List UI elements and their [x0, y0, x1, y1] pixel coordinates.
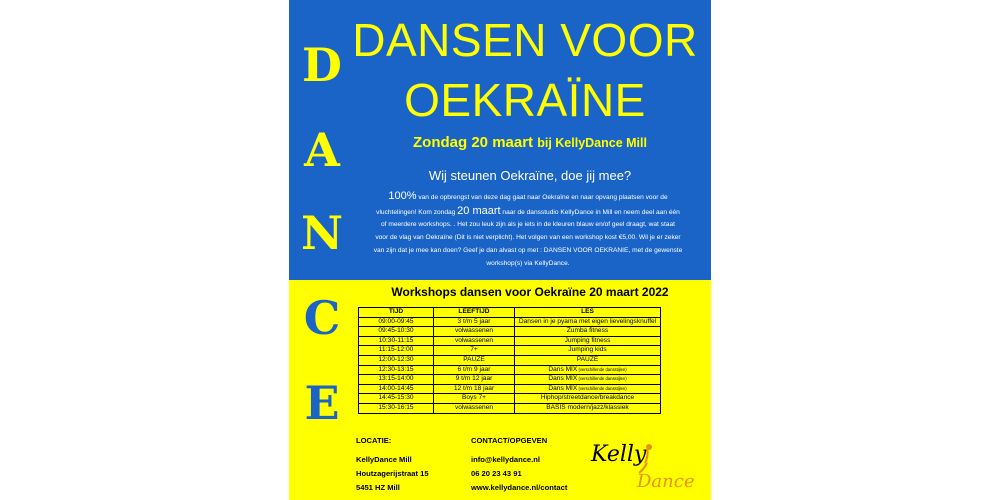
class-name: Hiphop/streetdance/breakdance — [540, 394, 635, 402]
cell-age: PAUZE — [434, 355, 515, 365]
contact-email: info@kellydance.nl — [471, 455, 541, 464]
table-row — [359, 317, 661, 327]
table-row — [359, 336, 661, 346]
dance-letter-c: C — [303, 291, 341, 345]
class-name: Jumping fitness — [564, 336, 611, 344]
cell-time: 09:45-10:30 — [359, 327, 434, 337]
logo-word-dance: Dance — [637, 471, 695, 492]
cell-class — [515, 394, 661, 404]
cell-age: 9 t/m 12 jaar — [434, 375, 515, 385]
date-highlight: 20 maart — [457, 204, 501, 217]
cell-age: Boys 7+ — [434, 394, 515, 404]
cell-class — [515, 375, 661, 385]
class-name: Dans MIX — [548, 384, 578, 392]
kellydance-logo — [587, 433, 695, 495]
cell-class — [515, 317, 661, 327]
class-name: Dans MIX — [548, 375, 578, 383]
class-name: Jumping kids — [568, 346, 607, 354]
dance-letter-d: D — [302, 38, 342, 92]
class-note: (verschillende dansstijlen) — [577, 385, 627, 391]
title-line-2: OEKRAÏNE — [404, 74, 646, 126]
support-line: Wij steunen Oekraïne, doe jij mee? — [428, 168, 632, 183]
workshops-heading: Workshops dansen voor Oekraïne 20 maart 2022 — [391, 285, 669, 299]
cell-age: 12 t/m 18 jaar — [434, 384, 515, 394]
cell-age: volwassenen — [434, 327, 515, 337]
class-name: PAUZE — [576, 355, 599, 363]
cell-time: 12:00-12:30 — [359, 355, 434, 365]
location-city: 5451 HZ Mill — [356, 483, 400, 492]
logo-word-kelly: Kelly — [591, 442, 647, 467]
table-row — [359, 403, 661, 413]
location-name: KellyDance Mill — [356, 455, 412, 464]
class-name: BASIS modern/jazz/klassiek — [546, 403, 629, 411]
class-name: Dansen in je pyama met eigen lievelingsknuffel — [518, 317, 657, 325]
cell-age: 6 t/m 9 jaar — [434, 365, 515, 375]
dance-letter-n: N — [300, 206, 344, 260]
event-subtitle — [349, 134, 711, 151]
cell-age: 7+ — [434, 346, 515, 356]
location-label: LOCATIE: — [356, 436, 392, 445]
table-row — [359, 355, 661, 365]
column-header-class: LES — [515, 308, 661, 318]
column-header-time: TIJD — [359, 308, 434, 318]
event-date: Zondag 20 maart — [413, 134, 534, 151]
cell-class — [515, 355, 661, 365]
contact-label: CONTACT/OPGEVEN — [471, 436, 548, 445]
cell-time: 10:30-11:15 — [359, 336, 434, 346]
cell-class — [515, 365, 661, 375]
column-header-age: LEEFTIJD — [434, 308, 515, 318]
title-line-1: DANSEN VOOR — [352, 14, 698, 66]
class-name: Zumba fitness — [566, 327, 609, 335]
cell-class — [515, 336, 661, 346]
cell-class — [515, 384, 661, 394]
cell-class — [515, 327, 661, 337]
intro-paragraph: 100% van de opbrengst van deze dag gaat naar Oekraïne en naar opvang plaatsen voor de vluchtelingen! Kom zondag 20 maart naar de dansstudio KellyDance in Mill en neem deel aan één of meerdere workshops. . Het zou leuk zijn als je iets in de kleuren blauw en/of geel draagt, wat staat voor de vlag van Oekraïne (Dit is niet verplicht). Het volgen van een workshop kost €5,00. Wil je er zeker van zijn dat je mee kan doen? Geef je dan alvast op met : DANSEN VOOR OEKRANIE, met de gewenste workshop(s) via KellyDance. — [373, 190, 683, 267]
contact-phone: 06 20 23 43 91 — [471, 469, 522, 478]
table-row — [359, 365, 661, 375]
cell-time: 14:45-15:30 — [359, 394, 434, 404]
table-row — [359, 346, 661, 356]
cell-class — [515, 346, 661, 356]
percent-text: 100% — [388, 190, 417, 202]
table-row — [359, 394, 661, 404]
cell-time: 15:30-16:15 — [359, 403, 434, 413]
cell-age: volwassenen — [434, 336, 515, 346]
table-row — [359, 327, 661, 337]
poster — [289, 0, 711, 500]
class-note: (verschillende dansstijlen) — [577, 376, 627, 382]
cell-time: 11:15-12:00 — [359, 346, 434, 356]
table-row — [359, 375, 661, 385]
table-row — [359, 384, 661, 394]
cell-age: volwassenen — [434, 403, 515, 413]
table-header-row — [359, 308, 661, 318]
class-name: Dans MIX — [548, 365, 578, 373]
dance-letter-a: A — [304, 123, 340, 177]
cell-time: 09:00-09:45 — [359, 317, 434, 327]
cell-time: 13:15-14:00 — [359, 375, 434, 385]
workshop-schedule-table — [358, 307, 661, 414]
cell-class — [515, 403, 661, 413]
event-place: bij KellyDance Mill — [537, 136, 647, 150]
cell-time: 12:30-13:15 — [359, 365, 434, 375]
logo-dancer-head — [646, 444, 652, 450]
location-street: Houtzagerijstraat 15 — [356, 469, 429, 478]
class-note: (verschillende dansstijlen) — [577, 366, 627, 372]
contact-website: www.kellydance.nl/contact — [471, 483, 568, 492]
dance-letter-e: E — [304, 376, 340, 430]
cell-age: 3 t/m 5 jaar — [434, 317, 515, 327]
cell-time: 14:00-14:45 — [359, 384, 434, 394]
